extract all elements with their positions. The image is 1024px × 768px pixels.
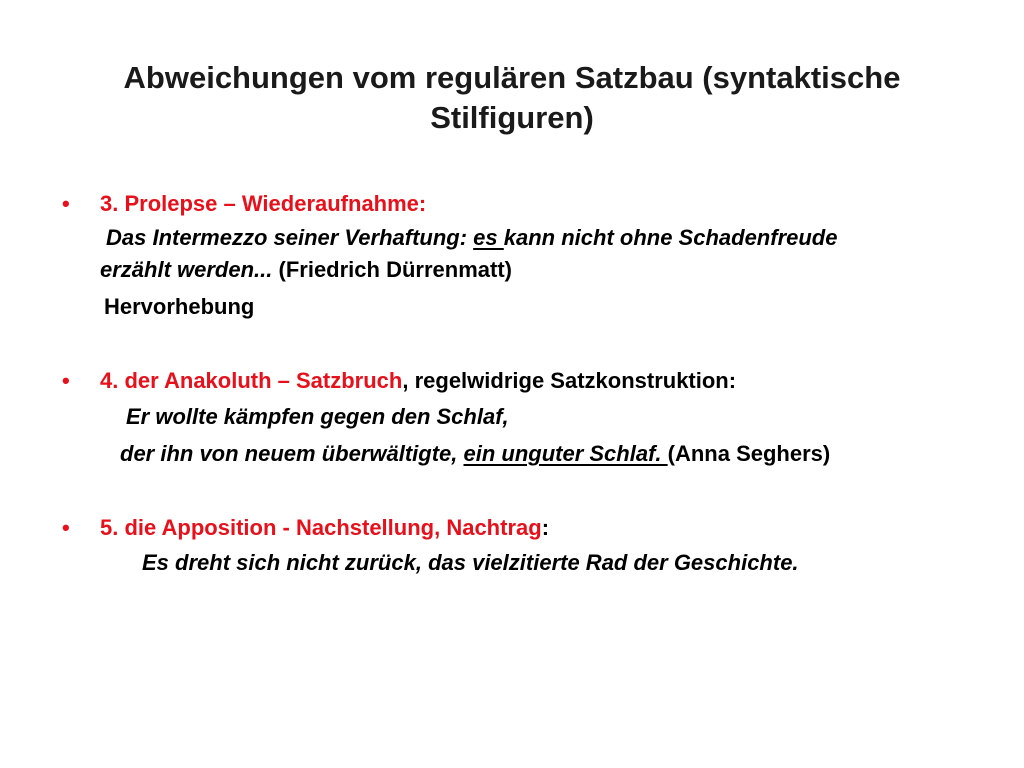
item-4-example-source: (Anna Seghers) — [667, 441, 831, 466]
item-3-heading: 3. Prolepse – Wiederaufnahme: — [100, 191, 427, 216]
item-4-heading-red: 4. der Anakoluth – Satzbruch — [100, 368, 403, 393]
item-3-note: Hervorhebung — [104, 294, 255, 319]
bullet-item-5: • — [62, 515, 70, 540]
item-3-example-es: es — [473, 225, 504, 250]
item-4-heading-rest: , regelwidrige Satzkonstruktion: — [402, 368, 737, 393]
item-3-example-line-2 — [100, 256, 512, 284]
item-5-heading — [100, 514, 549, 542]
item-3-example-source: (Friedrich Dürrenmatt) — [272, 257, 512, 282]
item-3-example-line-1 — [106, 224, 837, 252]
item-5-example: Es dreht sich nicht zurück, das vielzitierte Rad der Geschichte. — [142, 550, 799, 575]
item-4-example-line-1: Er wollte kämpfen gegen den Schlaf, — [126, 404, 509, 429]
slide-title-line-1: Abweichungen vom regulären Satzbau (syntaktische — [123, 60, 901, 95]
item-4-example-line-2-pre: der ihn von neuem überwältigte, — [120, 441, 464, 466]
item-3-example-pre: Das Intermezzo seiner Verhaftung: — [106, 225, 474, 250]
item-5-heading-colon: : — [541, 515, 550, 540]
item-3-example-line-2-italic: erzählt werden... — [100, 257, 273, 282]
bullet-item-4: • — [62, 368, 70, 393]
slide-title-line-2: Stilfiguren) — [430, 100, 594, 135]
item-4-example-line-2-underlined: ein unguter Schlaf. — [463, 441, 668, 466]
item-4-heading — [100, 367, 736, 395]
item-4-example-line-2 — [120, 440, 830, 468]
slide-title — [60, 58, 964, 138]
item-5-heading-red: 5. die Apposition - Nachstellung, Nachtrag — [100, 515, 542, 540]
item-3-example-post: kann nicht ohne Schadenfreude — [503, 225, 838, 250]
bullet-item-3: • — [62, 191, 70, 216]
